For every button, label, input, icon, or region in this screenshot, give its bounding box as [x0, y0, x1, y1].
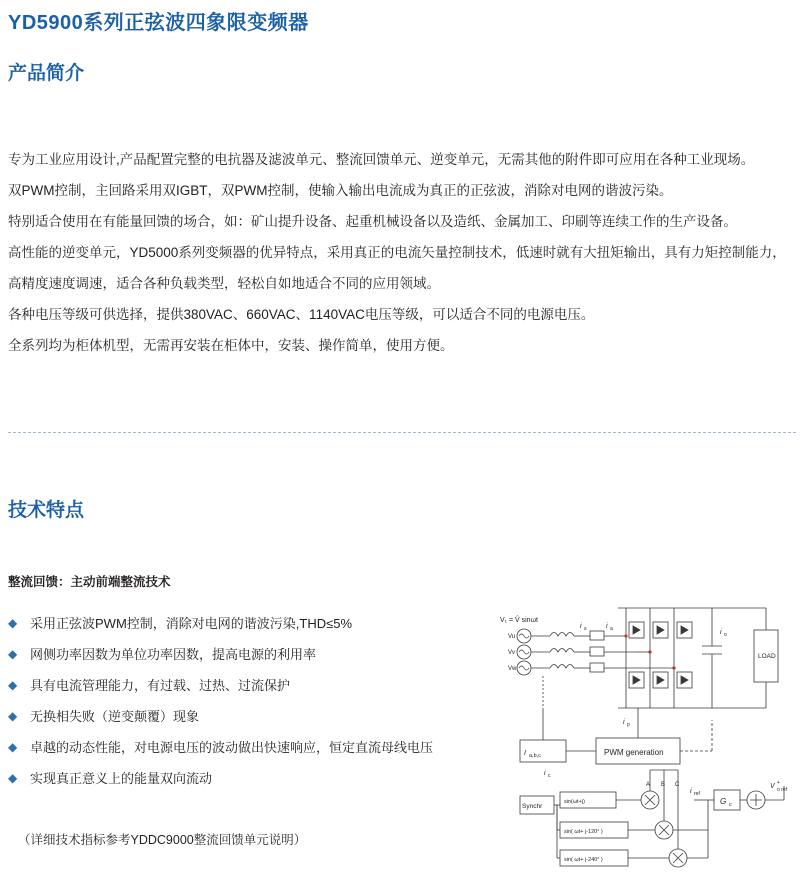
intro-line: 双PWM控制，主回路采用双IGBT，双PWM控制，使输入输出电流成为真正的正弦波，消除对电网的谐波污染。 — [8, 183, 673, 198]
list-item-label: 采用正弦波PWM控制，消除对电网的谐波污染,THD≤5% — [30, 616, 353, 631]
tech-note: （详细技术指标参考YDDC9000整流回馈单元说明） — [18, 833, 307, 847]
svg-text:sin(ωt+j): sin(ωt+j) — [564, 799, 585, 805]
svg-text:p: p — [627, 722, 630, 728]
list-item — [8, 763, 478, 794]
diamond-icon: ◆ — [8, 771, 18, 785]
intro-line: 专为工业应用设计,产品配置完整的电抗器及滤波单元、整流回馈单元、逆变单元，无需其他的附件即可应用在各种工业现场。 — [8, 152, 755, 167]
svg-text:Vw: Vw — [508, 666, 517, 672]
svg-text:G: G — [720, 797, 727, 806]
intro-line: 各种电压等级可供选择，提供380VAC、660VAC、1140VAC电压等级，可以适合不同的电源电压。 — [8, 307, 595, 322]
intro-line: 全系列均为柜体机型，无需再安装在柜体中，安装、操作简单，使用方便。 — [8, 338, 454, 353]
diagram-label-load: LOAD — [758, 653, 776, 660]
svg-text:B: B — [661, 782, 666, 788]
svg-text:i: i — [544, 770, 546, 777]
intro-line: 特别适合使用在有能量回馈的场合，如：矿山提升设备、起重机械设备以及造纸、金属加工、印刷等连续工作的生产设备。 — [8, 214, 737, 229]
svg-text:s: s — [584, 626, 587, 632]
svg-text:o ref: o ref — [777, 787, 788, 793]
list-item-label: 网侧功率因数为单位功率因数，提高电源的利用率 — [30, 647, 317, 662]
list-item — [8, 732, 478, 763]
svg-text:a: a — [610, 626, 613, 632]
svg-text:A: A — [646, 782, 651, 788]
diamond-icon: ◆ — [8, 647, 18, 661]
diamond-icon: ◆ — [8, 709, 18, 723]
svg-text:sin( ωt+ j-120° ): sin( ωt+ j-120° ) — [564, 829, 603, 835]
svg-text:i: i — [623, 719, 625, 726]
svg-text:Vv: Vv — [508, 650, 516, 656]
tech-bullet-list — [8, 608, 478, 794]
svg-text:c: c — [548, 773, 551, 779]
svg-text:i: i — [580, 623, 582, 630]
svg-text:I: I — [524, 750, 526, 757]
svg-text:c: c — [729, 802, 732, 808]
section-divider — [8, 432, 796, 433]
svg-text:i: i — [690, 788, 692, 795]
svg-text:o: o — [724, 632, 727, 638]
page-title: YD5900系列正弦波四象限变频器 — [8, 12, 309, 34]
section-heading-intro: 产品简介 — [8, 63, 85, 84]
diagram-label-source: V₁ = V̂ sinωt — [500, 617, 538, 624]
svg-text:i: i — [606, 623, 608, 630]
list-item — [8, 670, 478, 701]
list-item — [8, 701, 478, 732]
svg-text:V: V — [770, 783, 775, 790]
svg-text:ref: ref — [694, 791, 700, 797]
diamond-icon: ◆ — [8, 740, 18, 754]
diagram-label-sync: Synchr — [522, 803, 543, 810]
tech-subtitle: 整流回馈：主动前端整流技术 — [8, 575, 171, 589]
list-item-label: 卓越的动态性能，对电源电压的波动做出快速响应，恒定直流母线电压 — [30, 740, 434, 755]
intro-line: 高性能的逆变单元，YD5000系列变频器的优异特点，采用真正的电流矢量控制技术，低速时就有大扭矩输出，具有力矩控制能力， — [8, 245, 786, 260]
diamond-icon: ◆ — [8, 616, 18, 630]
diagram-label-pwm: PWM generation — [604, 748, 664, 757]
svg-text:C: C — [675, 782, 680, 788]
section-heading-tech: 技术特点 — [8, 500, 85, 521]
list-item-label: 无换相失败（逆变颠覆）现象 — [30, 709, 200, 724]
svg-text:Vu: Vu — [508, 634, 516, 640]
list-item-label: 具有电流管理能力，有过载、过热、过流保护 — [30, 678, 291, 693]
svg-text:i: i — [720, 629, 722, 636]
svg-text:+: + — [777, 780, 780, 786]
svg-text:sin( ωt+ j-240° ): sin( ωt+ j-240° ) — [564, 857, 603, 863]
list-item — [8, 608, 478, 639]
intro-paragraphs — [8, 144, 788, 361]
list-item-label: 实现真正意义上的能量双向流动 — [30, 771, 213, 786]
intro-line: 高精度速度调速，适合各种负载类型，轻松自如地适合不同的应用领域。 — [8, 276, 440, 291]
svg-text:a,b,c: a,b,c — [529, 753, 541, 759]
diamond-icon: ◆ — [8, 678, 18, 692]
list-item — [8, 639, 478, 670]
rectifier-schematic-diagram — [498, 600, 798, 890]
